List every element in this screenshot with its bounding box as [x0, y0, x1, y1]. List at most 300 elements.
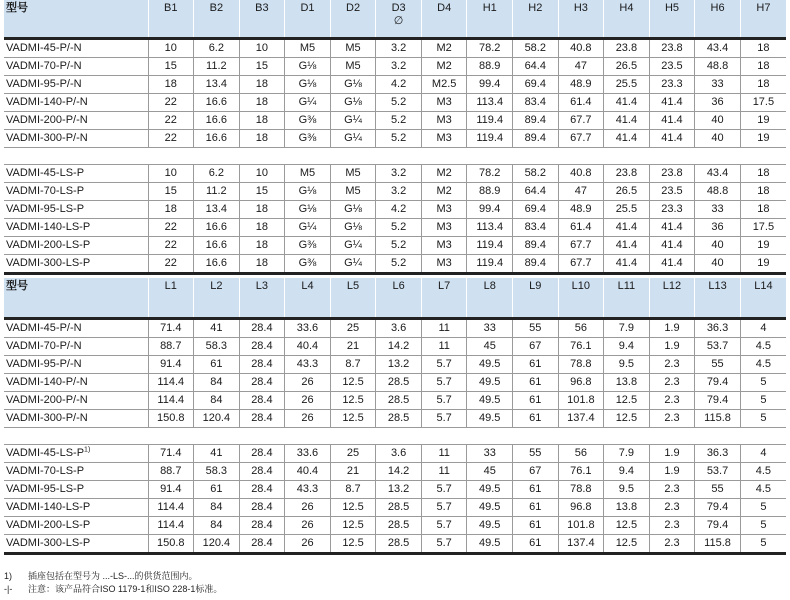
value-cell — [376, 254, 422, 273]
value-text: 84 — [210, 500, 223, 513]
value-cell — [194, 164, 240, 182]
value-cell — [695, 218, 741, 236]
value-text: M2 — [436, 59, 452, 72]
value-cell — [558, 57, 604, 75]
value-cell — [467, 534, 513, 553]
model-cell — [4, 318, 148, 337]
table2-header-l8: L8 — [467, 278, 513, 318]
value-text: 13.2 — [387, 482, 410, 495]
value-text: 120.4 — [202, 411, 231, 424]
value-cell — [513, 236, 559, 254]
value-text: 28.4 — [251, 518, 273, 531]
value-cell — [239, 236, 285, 254]
table2-header-l4: L4 — [285, 278, 331, 318]
value-text: 16.6 — [205, 238, 228, 251]
value-cell — [194, 200, 240, 218]
table-row — [4, 93, 786, 111]
value-cell — [285, 337, 331, 355]
value-text: 79.4 — [706, 375, 729, 388]
value-text: 5 — [760, 393, 767, 406]
value-cell — [285, 318, 331, 337]
value-text: 23.5 — [661, 59, 683, 72]
value-text: 55 — [711, 357, 724, 370]
model-label: VADMI-95-P/-N — [6, 77, 82, 90]
value-cell — [239, 75, 285, 93]
value-text: 4.2 — [390, 77, 407, 90]
value-text: G¼ — [344, 238, 362, 251]
model-cell — [4, 111, 148, 129]
value-text: 56 — [574, 446, 587, 459]
value-cell — [558, 480, 604, 498]
table-row — [4, 337, 786, 355]
value-cell — [740, 516, 786, 534]
value-cell — [740, 355, 786, 373]
table2-body — [4, 318, 786, 553]
table-row — [4, 254, 786, 273]
value-text: 11 — [438, 339, 450, 352]
footnote-line — [4, 570, 222, 583]
value-cell — [649, 93, 695, 111]
value-cell — [239, 373, 285, 391]
value-cell — [695, 373, 741, 391]
value-text: M2 — [436, 166, 452, 179]
value-text: 19 — [757, 238, 770, 251]
value-text: 18 — [255, 131, 269, 144]
value-cell — [467, 409, 513, 427]
value-text: 41 — [210, 321, 223, 334]
value-cell — [604, 236, 650, 254]
value-text: 45 — [483, 464, 496, 477]
value-text: 49.5 — [479, 536, 501, 549]
value-text: 99.4 — [479, 202, 501, 215]
value-cell — [604, 462, 650, 480]
value-text: 41.4 — [661, 256, 683, 269]
value-text: 119.4 — [476, 131, 504, 144]
value-cell — [558, 164, 604, 182]
value-cell — [695, 254, 741, 273]
value-cell — [285, 391, 331, 409]
value-cell — [376, 409, 422, 427]
value-text: 26.5 — [615, 59, 638, 72]
value-text: 61.4 — [570, 95, 592, 108]
table1-body — [4, 38, 786, 273]
table-row — [4, 200, 786, 218]
value-text: 96.8 — [570, 375, 592, 388]
value-text: 23.8 — [661, 166, 683, 179]
value-cell — [740, 75, 786, 93]
value-text: 11 — [438, 446, 450, 459]
value-text: 12.5 — [342, 518, 364, 531]
value-text: 48.8 — [706, 184, 729, 197]
value-cell — [604, 480, 650, 498]
value-cell — [239, 355, 285, 373]
value-text: 41.4 — [615, 113, 638, 126]
value-text: 5 — [760, 536, 767, 549]
value-text: 91.4 — [160, 482, 182, 495]
model-label: VADMI-70-LS-P — [6, 184, 85, 197]
value-cell — [421, 462, 467, 480]
value-cell — [695, 164, 741, 182]
value-text: G⅜ — [298, 131, 317, 144]
dimension-table-l — [4, 278, 786, 555]
value-cell — [558, 373, 604, 391]
value-cell — [421, 318, 467, 337]
value-cell — [148, 462, 194, 480]
value-text: 18 — [757, 41, 770, 54]
value-cell — [649, 164, 695, 182]
value-cell — [604, 534, 650, 553]
value-text: 79.4 — [706, 518, 729, 531]
model-cell — [4, 129, 148, 147]
value-text: 76.1 — [570, 464, 592, 477]
value-text: 114.4 — [157, 500, 185, 513]
table2-header-l6: L6 — [376, 278, 422, 318]
value-text: 19 — [757, 113, 770, 126]
model-label: VADMI-45-LS-P — [6, 446, 85, 459]
value-cell — [649, 38, 695, 57]
value-text: 5.2 — [390, 220, 407, 233]
value-cell — [148, 318, 194, 337]
value-cell — [194, 391, 240, 409]
value-cell — [604, 200, 650, 218]
value-cell — [285, 254, 331, 273]
value-cell — [513, 462, 559, 480]
value-cell — [604, 57, 650, 75]
value-cell — [467, 318, 513, 337]
value-text: 67 — [529, 464, 542, 477]
value-text: 61 — [529, 518, 542, 531]
model-label: VADMI-45-P/-N — [6, 321, 82, 334]
value-text: 61 — [529, 393, 542, 406]
value-cell — [467, 129, 513, 147]
value-text: 18 — [164, 202, 177, 215]
value-cell — [649, 391, 695, 409]
value-text: 84 — [210, 375, 223, 388]
value-cell — [604, 391, 650, 409]
value-cell — [695, 75, 741, 93]
table1-header-h4: H4 — [604, 0, 650, 38]
value-cell — [558, 75, 604, 93]
value-text: 3.2 — [390, 41, 407, 54]
value-text: 22 — [164, 238, 177, 251]
value-cell — [148, 444, 194, 462]
value-text: M5 — [345, 184, 361, 197]
table-row — [4, 38, 786, 57]
value-text: 137.4 — [567, 411, 595, 424]
value-text: 2.3 — [664, 536, 680, 549]
value-text: 26 — [301, 411, 314, 424]
value-cell — [421, 373, 467, 391]
table-row — [4, 516, 786, 534]
value-text: G⅛ — [298, 202, 317, 215]
value-text: 16.6 — [205, 131, 228, 144]
table1-header-d4: D4 — [421, 0, 467, 38]
table1-header-h6: H6 — [695, 0, 741, 38]
value-text: 40.8 — [570, 41, 592, 54]
value-text: 64.4 — [524, 59, 546, 72]
value-cell — [376, 462, 422, 480]
model-label: VADMI-200-LS-P — [6, 238, 91, 251]
value-cell — [513, 444, 559, 462]
model-label: VADMI-95-P/-N — [6, 357, 82, 370]
value-cell — [558, 182, 604, 200]
table2-header-l9: L9 — [513, 278, 559, 318]
value-text: 78.2 — [479, 166, 501, 179]
value-cell — [740, 254, 786, 273]
table-row — [4, 444, 786, 462]
value-text: 41 — [210, 446, 223, 459]
value-text: 67 — [529, 339, 542, 352]
table2-header-l14: L14 — [740, 278, 786, 318]
value-cell — [558, 236, 604, 254]
value-text: 36 — [711, 95, 724, 108]
value-cell — [330, 57, 376, 75]
table-row — [4, 391, 786, 409]
value-text: 28.4 — [251, 446, 273, 459]
value-text: 25 — [346, 321, 360, 334]
value-cell — [467, 337, 513, 355]
value-text: 67.7 — [570, 113, 592, 126]
value-text: 40.8 — [570, 166, 592, 179]
value-cell — [148, 534, 194, 553]
value-text: 28.4 — [251, 321, 273, 334]
value-text: M3 — [436, 220, 452, 233]
table-row — [4, 355, 786, 373]
table-row — [4, 57, 786, 75]
value-text: 7.9 — [618, 446, 635, 459]
value-text: 5.7 — [436, 482, 452, 495]
value-text: 96.8 — [570, 500, 592, 513]
value-text: 21 — [346, 339, 360, 352]
value-cell — [649, 218, 695, 236]
value-text: 12.5 — [615, 536, 638, 549]
value-cell — [148, 93, 194, 111]
value-text: 22 — [164, 95, 177, 108]
value-cell — [604, 444, 650, 462]
value-text: 5.7 — [436, 500, 452, 513]
value-text: 150.8 — [157, 536, 185, 549]
value-text: 78.2 — [479, 41, 501, 54]
value-text: 83.4 — [524, 220, 546, 233]
value-cell — [194, 355, 240, 373]
value-cell — [649, 534, 695, 553]
value-cell — [194, 254, 240, 273]
value-text: 43.4 — [706, 166, 729, 179]
value-text: 48.9 — [570, 77, 592, 90]
table-row — [4, 534, 786, 553]
value-cell — [467, 75, 513, 93]
value-text: G¼ — [344, 113, 362, 126]
value-cell — [239, 254, 285, 273]
value-text: 88.9 — [479, 184, 501, 197]
value-text: 55 — [529, 321, 542, 334]
value-text: 26 — [301, 536, 314, 549]
value-text: 13.4 — [205, 77, 228, 90]
value-cell — [740, 462, 786, 480]
table1-header-d2: D2 — [330, 0, 376, 38]
value-cell — [740, 480, 786, 498]
value-text: 11 — [438, 464, 450, 477]
value-cell — [604, 516, 650, 534]
value-text: 58.3 — [205, 339, 228, 352]
value-cell — [604, 164, 650, 182]
table-row — [4, 129, 786, 147]
value-cell — [695, 409, 741, 427]
model-label: VADMI-200-P/-N — [6, 113, 88, 126]
value-text: 18 — [255, 220, 269, 233]
value-cell — [330, 164, 376, 182]
value-text: 41.4 — [661, 238, 683, 251]
value-text: 5.2 — [390, 256, 407, 269]
value-cell — [330, 93, 376, 111]
value-cell — [194, 182, 240, 200]
value-cell — [148, 182, 194, 200]
value-text: 53.7 — [706, 339, 729, 352]
value-text: 48.9 — [570, 202, 592, 215]
value-text: 84 — [210, 393, 223, 406]
value-text: 16.6 — [205, 220, 228, 233]
value-text: 40 — [711, 131, 724, 144]
value-text: 5 — [760, 518, 767, 531]
table-row — [4, 164, 786, 182]
value-cell — [376, 516, 422, 534]
value-text: 10 — [164, 166, 177, 179]
value-cell — [740, 129, 786, 147]
table1-header-h7: H7 — [740, 0, 786, 38]
value-cell — [148, 57, 194, 75]
model-cell — [4, 462, 148, 480]
value-cell — [194, 218, 240, 236]
footnote-line — [4, 583, 222, 596]
model-label: VADMI-95-LS-P — [6, 482, 85, 495]
value-cell — [467, 236, 513, 254]
model-cell — [4, 75, 148, 93]
value-cell — [421, 164, 467, 182]
value-text: M3 — [436, 202, 452, 215]
value-cell — [513, 200, 559, 218]
value-cell — [467, 57, 513, 75]
value-text: 150.8 — [157, 411, 185, 424]
table1-header-h2: H2 — [513, 0, 559, 38]
table1-header-model: 型号 — [4, 0, 148, 38]
value-text: M3 — [436, 238, 452, 251]
table2-header-l3: L3 — [239, 278, 285, 318]
value-cell — [558, 409, 604, 427]
value-cell — [285, 182, 331, 200]
value-text: 41.4 — [661, 95, 683, 108]
table-row — [4, 75, 786, 93]
table2-header-l11: L11 — [604, 278, 650, 318]
value-cell — [330, 75, 376, 93]
model-cell — [4, 38, 148, 57]
value-text: 113.4 — [476, 95, 504, 108]
value-text: 36.3 — [706, 321, 729, 334]
value-cell — [513, 254, 559, 273]
value-cell — [649, 57, 695, 75]
value-cell — [695, 129, 741, 147]
value-text: 5.2 — [390, 95, 407, 108]
value-text: 23.3 — [661, 77, 683, 90]
table2-header-model: 型号 — [4, 278, 148, 318]
value-text: M2 — [436, 41, 452, 54]
value-cell — [604, 337, 650, 355]
value-text: 28.4 — [251, 411, 273, 424]
value-cell — [695, 498, 741, 516]
value-cell — [194, 111, 240, 129]
value-cell — [649, 480, 695, 498]
table-row — [4, 480, 786, 498]
table-row — [4, 111, 786, 129]
value-text: 2.3 — [664, 393, 680, 406]
value-text: M5 — [345, 41, 361, 54]
value-cell — [330, 498, 376, 516]
value-cell — [330, 318, 376, 337]
value-text: 8.7 — [345, 357, 361, 370]
value-text: 5 — [760, 375, 767, 388]
value-text: 56 — [574, 321, 587, 334]
value-text: 33 — [483, 446, 496, 459]
value-cell — [695, 355, 741, 373]
table2-header-l2: L2 — [194, 278, 240, 318]
value-cell — [421, 57, 467, 75]
value-cell — [285, 355, 331, 373]
value-text: 1.9 — [664, 321, 680, 334]
value-cell — [376, 38, 422, 57]
table2-header-l12: L12 — [649, 278, 695, 318]
value-cell — [467, 498, 513, 516]
value-text: 67.7 — [570, 256, 592, 269]
table1-header-d1: D1 — [285, 0, 331, 38]
table-row — [4, 318, 786, 337]
value-text: 28.4 — [251, 357, 273, 370]
value-cell — [194, 373, 240, 391]
value-cell — [558, 444, 604, 462]
value-cell — [148, 373, 194, 391]
value-cell — [467, 38, 513, 57]
value-text: 25 — [346, 446, 360, 459]
value-cell — [649, 129, 695, 147]
value-cell — [649, 75, 695, 93]
value-cell — [285, 129, 331, 147]
model-cell — [4, 164, 148, 182]
footnote-marker: 1) — [84, 445, 91, 453]
value-text: 41.4 — [615, 95, 638, 108]
value-text: 18 — [255, 202, 269, 215]
table-row — [4, 182, 786, 200]
value-text: 41.4 — [615, 131, 638, 144]
value-text: 61 — [529, 357, 542, 370]
model-cell — [4, 480, 148, 498]
value-cell — [604, 93, 650, 111]
value-text: 61 — [210, 357, 223, 370]
value-text: 28.5 — [387, 536, 410, 549]
value-cell — [194, 57, 240, 75]
value-text: 88.7 — [160, 339, 182, 352]
value-text: 28.4 — [251, 375, 273, 388]
value-text: 49.5 — [479, 393, 501, 406]
value-cell — [285, 218, 331, 236]
value-text: 69.4 — [524, 202, 546, 215]
value-text: 49.5 — [479, 482, 501, 495]
footnote-text: 插座包括在型号为 ...-LS-...的供货范围内。 — [28, 571, 198, 581]
value-cell — [467, 391, 513, 409]
value-text: 84 — [210, 518, 223, 531]
value-cell — [194, 318, 240, 337]
table-row — [4, 218, 786, 236]
model-label: VADMI-45-LS-P — [6, 166, 85, 179]
value-text: 33 — [483, 321, 496, 334]
value-text: 43.4 — [706, 41, 729, 54]
